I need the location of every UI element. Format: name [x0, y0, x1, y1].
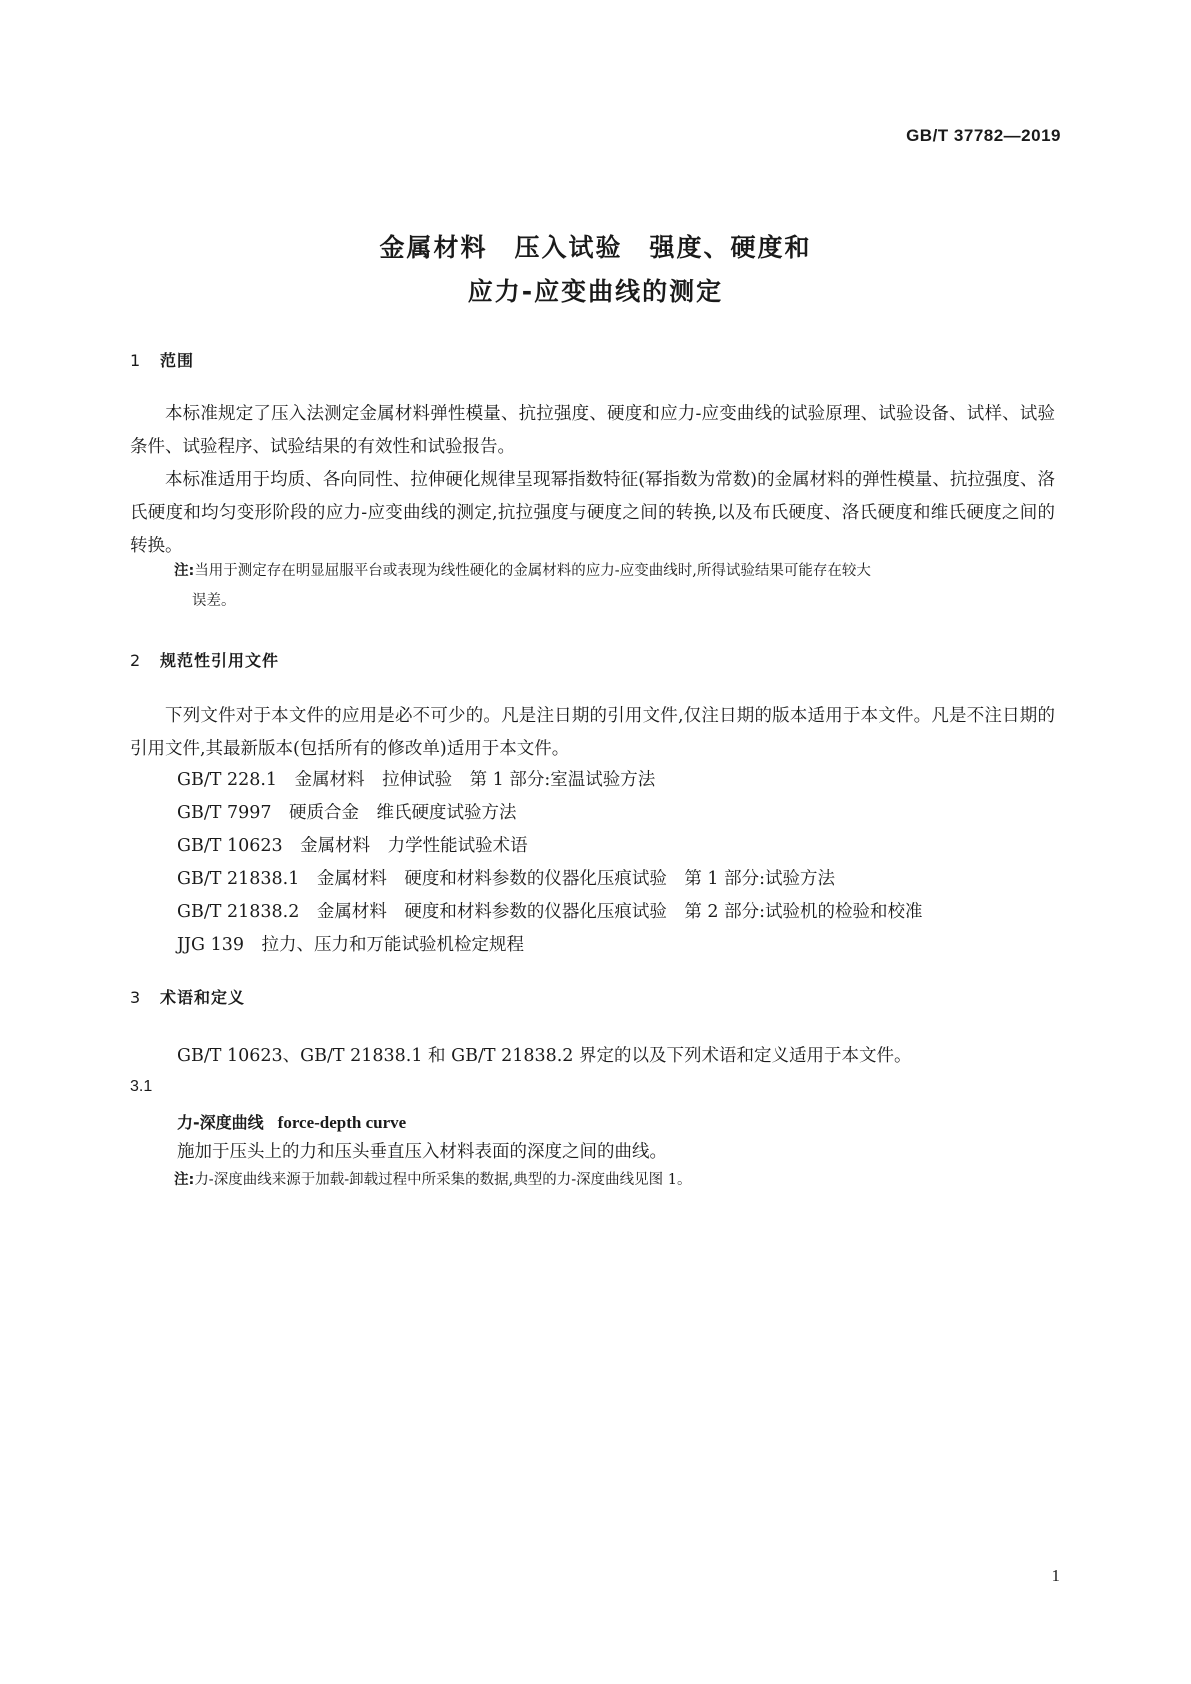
- section-1-heading: [130, 348, 194, 371]
- section-3-heading: [130, 985, 245, 1008]
- page-number: 1: [1051, 1566, 1060, 1585]
- reference-item: GB/T 10623 金属材料 力学性能试验术语: [177, 836, 528, 856]
- term-definition: 施加于压头上的力和压头垂直压入材料表面的深度之间的曲线。: [177, 1142, 667, 1162]
- reference-item: GB/T 228.1 金属材料 拉伸试验 第 1 部分:室温试验方法: [177, 770, 656, 790]
- section-3-note: [174, 1165, 1056, 1195]
- term-chinese: 力-深度曲线: [177, 1113, 264, 1132]
- subsection-number: 3.1: [130, 1078, 153, 1095]
- section-1-paragraph-1: 本标准规定了压入法测定金属材料弹性模量、抗拉强度、硬度和应力-应变曲线的试验原理、试验设备、试样、试验条件、试验程序、试验结果的有效性和试验报告。: [130, 404, 1055, 457]
- reference-item: GB/T 21838.2 金属材料 硬度和材料参数的仪器化压痕试验 第 2 部分:试验机的检验和校准: [177, 902, 923, 922]
- section-2-title: 规范性引用文件: [160, 651, 280, 670]
- section-2-intro: 下列文件对于本文件的应用是必不可少的。凡是注日期的引用文件,仅注日期的版本适用于本文件。凡是不注日期的引用文件,其最新版本(包括所有的修改单)适用于本文件。: [130, 706, 1055, 759]
- reference-item: GB/T 21838.1 金属材料 硬度和材料参数的仪器化压痕试验 第 1 部分:试验方法: [177, 869, 835, 889]
- term-entry: [177, 1110, 406, 1133]
- note-text-line2: 误差。: [192, 593, 236, 609]
- section-2-number: 2: [130, 651, 142, 670]
- note-label: 注:: [174, 563, 195, 579]
- reference-item: JJG 139 拉力、压力和万能试验机检定规程: [177, 935, 524, 955]
- term-english: force-depth curve: [277, 1113, 407, 1132]
- note-label: 注:: [174, 1172, 195, 1188]
- section-1-title: 范围: [160, 351, 195, 370]
- section-3-number: 3: [130, 988, 142, 1007]
- section-3-title: 术语和定义: [160, 988, 246, 1007]
- section-2-heading: [130, 648, 279, 671]
- section-1-note: [174, 556, 1056, 616]
- standard-number: GB/T 37782—2019: [906, 126, 1061, 145]
- reference-item: GB/T 7997 硬质合金 维氏硬度试验方法: [177, 803, 517, 823]
- section-1-paragraph-2: 本标准适用于均质、各向同性、拉伸硬化规律呈现幂指数特征(幂指数为常数)的金属材料的弹性模量、抗拉强度、洛氏硬度和均匀变形阶段的应力-应变曲线的测定,抗拉强度与硬度之间的转换,以及布氏硬度、洛氏硬度和维氏硬度之间的转换。: [130, 470, 1055, 556]
- section-1-number: 1: [130, 351, 142, 370]
- note-text-line1: 当用于测定存在明显屈服平台或表现为线性硬化的金属材料的应力-应变曲线时,所得试验结果可能存在较大: [194, 563, 871, 579]
- document-title-line2: 应力-应变曲线的测定: [467, 277, 724, 306]
- document-title-line1: 金属材料 压入试验 强度、硬度和: [379, 233, 812, 262]
- note-text: 力-深度曲线来源于加载-卸载过程中所采集的数据,典型的力-深度曲线见图 1。: [194, 1172, 692, 1188]
- section-3-intro: GB/T 10623、GB/T 21838.1 和 GB/T 21838.2 界定的以及下列术语和定义适用于本文件。: [177, 1046, 912, 1066]
